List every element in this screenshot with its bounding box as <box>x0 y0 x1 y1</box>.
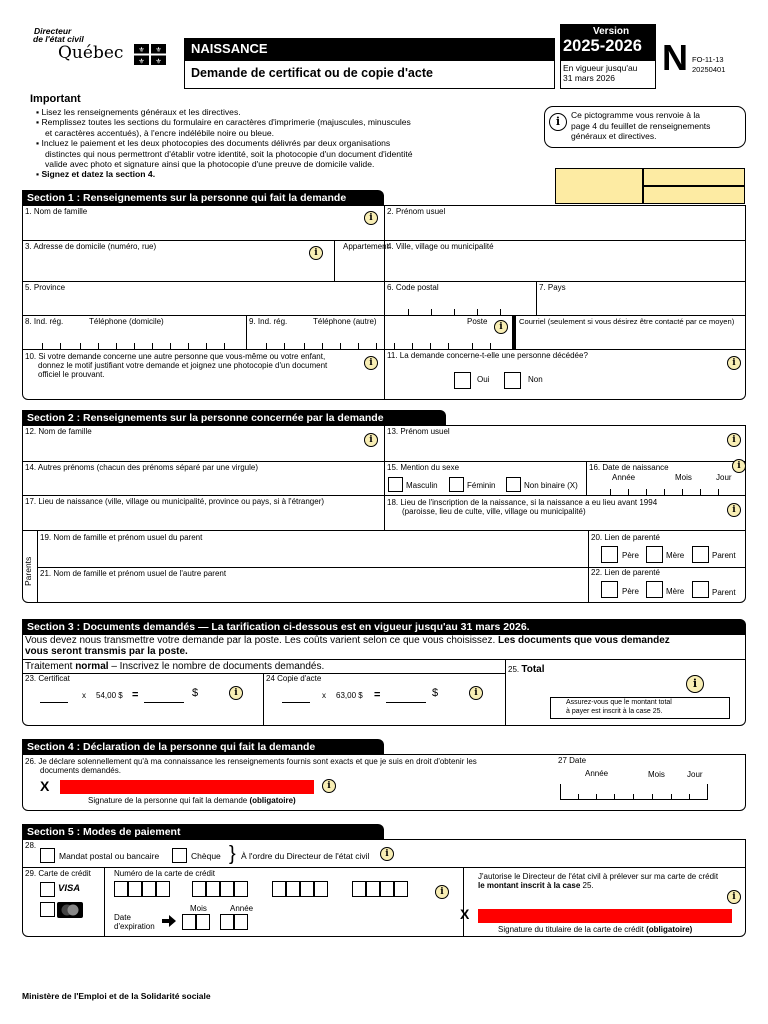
dollar-sign: $ <box>432 687 439 699</box>
visa-icon: VISA <box>58 883 81 894</box>
equals-sign: = <box>374 689 381 701</box>
svg-text:⚜: ⚜ <box>155 57 162 65</box>
parent-label: Parent <box>712 551 736 560</box>
field-24-label: 24 Copie d'acte <box>266 674 322 683</box>
mastercard-checkbox[interactable] <box>40 902 55 917</box>
info-icon[interactable]: i <box>322 779 336 793</box>
field-25-label: 25. Total <box>508 664 545 675</box>
field-3-label: 3. Adresse de domicile (numéro, rue) <box>25 242 157 251</box>
mandat-label: Mandat postal ou bancaire <box>59 851 160 861</box>
section-3-tab: Section 3 : Documents demandés — La tarification ci-dessous est en vigueur jusqu'au 31 mars 2026. <box>22 619 746 634</box>
signature-field[interactable] <box>60 780 314 794</box>
deceased-oui-checkbox[interactable] <box>454 372 471 389</box>
certificat-subtotal-input[interactable] <box>144 688 184 702</box>
pere-label: Père <box>622 587 639 596</box>
copie-count-input[interactable] <box>282 688 310 702</box>
concerned-first-name-input[interactable] <box>386 440 722 459</box>
office-use-box-2 <box>643 168 745 186</box>
annee-label: Année <box>585 769 609 778</box>
important-list <box>36 107 506 180</box>
deceased-non-checkbox[interactable] <box>504 372 521 389</box>
validity-line-1: En vigueur jusqu'au <box>563 63 638 73</box>
field-12-label: 12. Nom de famille <box>25 427 92 436</box>
field-8-label: 8. Ind. rég. <box>25 317 64 326</box>
mois-label: Mois <box>675 473 692 482</box>
info-icon: i <box>549 113 567 131</box>
sex-non-binaire-checkbox[interactable] <box>506 477 521 492</box>
ordre-label: À l'ordre du Directeur de l'état civil <box>241 851 370 861</box>
non-binaire-label: Non binaire (X) <box>524 481 578 490</box>
jour-label: Jour <box>716 473 732 482</box>
parent-2-pere-checkbox[interactable] <box>601 581 618 598</box>
city-input[interactable] <box>386 256 744 279</box>
section-3-intro: Vous devez nous transmettre votre demande par la poste. Les coûts varient selon ce que vous choisissez. Les documents que vous demandez vous seront transmis par la poste. <box>25 635 670 657</box>
picto-note: Ce pictogramme vous renvoie à la page 4 du feuillet de renseignements généraux et directives. <box>571 110 711 141</box>
arrow-right-icon <box>162 915 176 927</box>
times-sign: x <box>82 691 86 700</box>
section-5-tab: Section 5 : Modes de paiement <box>22 824 384 839</box>
fleur-de-lis-flag-icon <box>134 44 166 65</box>
field-3b-label: Appartement <box>343 242 389 251</box>
org-line-2: de l'état civil <box>33 34 84 44</box>
sex-masculin-checkbox[interactable] <box>388 477 403 492</box>
times-sign: x <box>322 691 326 700</box>
jour-label: Jour <box>687 770 703 779</box>
field-21-label: 21. Nom de famille et prénom usuel de l'autre parent <box>40 569 227 578</box>
field-23-label: 23. Certificat <box>25 674 70 683</box>
field-28-label: 28. <box>25 841 37 850</box>
equals-sign: = <box>132 689 139 701</box>
info-icon[interactable]: i <box>727 503 741 517</box>
sign-x-mark: X <box>40 778 50 794</box>
important-bullet: ▪ Signez et datez la section 4. <box>36 169 156 180</box>
info-icon[interactable]: i <box>686 675 704 693</box>
visa-checkbox[interactable] <box>40 882 55 897</box>
non-label: Non <box>528 375 543 384</box>
info-icon[interactable]: i <box>469 686 483 700</box>
parent-1-pere-checkbox[interactable] <box>601 546 618 563</box>
cheque-checkbox[interactable] <box>172 848 187 863</box>
field-18-label: 18. Lieu de l'inscription de la naissance, si la naissance a eu lieu avant 1994 (paroisse, lieu de culte, ville, village ou municipalité) <box>387 498 658 516</box>
email-input[interactable] <box>518 330 744 347</box>
province-input[interactable] <box>24 294 382 313</box>
field-20-label: 20. Lien de parenté <box>591 533 660 542</box>
section-4-tab: Section 4 : Déclaration de la personne qui fait la demande <box>22 739 384 754</box>
field-17-label: 17. Lieu de naissance (ville, village ou municipalité, province ou pays, si à l'étranger) <box>25 497 325 506</box>
field-29-label: 29. Carte de crédit <box>25 869 91 878</box>
info-icon[interactable]: i <box>364 356 378 370</box>
other-phone-input[interactable] <box>248 330 510 347</box>
field-8b-label: Téléphone (domicile) <box>89 317 164 326</box>
field-6-label: 6. Code postal <box>387 283 439 292</box>
category-title: NAISSANCE <box>191 41 268 56</box>
mere-label: Mère <box>666 551 685 560</box>
date-exp-label: Date d'expiration <box>114 913 155 931</box>
parents-label: Parents <box>23 556 33 586</box>
parent-2-mere-checkbox[interactable] <box>646 581 663 598</box>
important-bullet-cont: valide avec photo et signature ainsi que la photocopie d'une preuve de domicile valide. <box>45 159 375 170</box>
expiration-input[interactable] <box>182 914 262 934</box>
parent-2-parent-checkbox[interactable] <box>692 581 709 598</box>
card-number-input[interactable] <box>114 881 424 901</box>
version-label: Version <box>593 26 630 37</box>
form-date: 20250401 <box>692 65 726 74</box>
field-5-label: 5. Province <box>25 283 66 292</box>
field-15-label: 15. Mention du sexe <box>387 463 460 472</box>
field-27-label: 27 Date <box>558 756 587 765</box>
field-26-label: 26. Je déclare solennellement qu'à ma connaissance les renseignements fournis sont exacts et que je suis en droit d'obtenir les documents demandés. <box>25 757 477 775</box>
exp-mois-label: Mois <box>190 904 207 913</box>
important-bullet: ▪ Incluez le paiement et les deux photocopies des documents délivrés par deux organisations <box>36 138 391 149</box>
mois-label: Mois <box>648 770 665 779</box>
field-13-label: 13. Prénom usuel <box>387 427 450 436</box>
card-holder-signature-field[interactable] <box>478 909 732 923</box>
field-4-label: 4. Ville, village ou municipalité <box>387 242 494 251</box>
quebec-logo-text: Québec <box>58 43 124 63</box>
info-icon[interactable]: i <box>229 686 243 700</box>
email-label: Courriel (seulement si vous désirez être contacté par ce moyen) <box>519 317 735 326</box>
field-9c-label: Poste <box>467 317 488 326</box>
birthplace-input[interactable] <box>24 510 382 528</box>
declaration-date-input[interactable] <box>560 784 708 800</box>
mere-label: Mère <box>666 587 685 596</box>
total-note: Assurez-vous que le montant total à payer est inscrit à la case 25. <box>566 699 672 715</box>
copie-subtotal-input[interactable] <box>386 688 426 702</box>
field-11-label: 11. La demande concerne-t-elle une personne décédée? <box>387 351 588 360</box>
pere-label: Père <box>622 551 639 560</box>
svg-text:⚜: ⚜ <box>155 46 162 54</box>
parent-1-parent-checkbox[interactable] <box>692 546 709 563</box>
feminin-label: Féminin <box>467 481 496 490</box>
info-icon[interactable]: i <box>727 356 741 370</box>
last-name-input[interactable] <box>24 220 360 238</box>
apartment-input[interactable] <box>336 258 382 279</box>
total-input[interactable] <box>550 662 670 678</box>
address-input[interactable] <box>24 258 306 279</box>
important-bullet: ▪ Remplissez toutes les sections du formulaire en caractères d'imprimerie (majuscules, minuscules <box>36 117 411 128</box>
dollar-sign: $ <box>192 687 199 699</box>
field-2-label: 2. Prénom usuel <box>387 207 446 216</box>
section-2-tab: Section 2 : Renseignements sur la personne concernée par la demande <box>22 410 446 425</box>
info-icon[interactable]: i <box>727 890 741 904</box>
version-years: 2025-2026 <box>563 37 642 55</box>
info-icon[interactable]: i <box>309 246 323 260</box>
important-bullet-cont: distinctes qui nous permettront d'établir votre identité, soit la photocopie d'un document d'identité <box>45 148 413 159</box>
traitement-normal: Traitement normal – Inscrivez le nombre de documents demandés. <box>25 661 325 672</box>
form-letter: N <box>662 37 688 78</box>
brace: } <box>229 843 236 865</box>
info-icon[interactable]: i <box>380 847 394 861</box>
office-use-box-1 <box>555 168 643 204</box>
card-number-label: Numéro de la carte de crédit <box>114 869 215 878</box>
field-1-label: 1. Nom de famille <box>25 207 88 216</box>
important-bullet: ▪ Lisez les renseignements généraux et les directives. <box>36 107 241 117</box>
country-input[interactable] <box>538 294 744 313</box>
info-icon[interactable]: i <box>732 459 746 473</box>
parent-label: Parent <box>712 588 736 597</box>
field-9-label: 9. Ind. rég. <box>249 317 288 326</box>
oui-label: Oui <box>477 375 490 384</box>
birth-date-input[interactable] <box>594 484 738 494</box>
mandat-checkbox[interactable] <box>40 848 55 863</box>
info-icon[interactable]: i <box>364 433 378 447</box>
field-16-label: 16. Date de naissance <box>589 463 669 472</box>
info-icon[interactable]: i <box>494 320 508 334</box>
sex-feminin-checkbox[interactable] <box>449 477 464 492</box>
parent-2-input[interactable] <box>40 582 584 601</box>
svg-text:⚜: ⚜ <box>138 46 145 54</box>
first-name-input[interactable] <box>386 220 744 238</box>
parent-1-input[interactable] <box>40 546 584 565</box>
certificat-count-input[interactable] <box>40 688 68 702</box>
field-19-label: 19. Nom de famille et prénom usuel du parent <box>40 533 203 542</box>
field-7-label: 7. Pays <box>539 283 566 292</box>
field-22-label: 22. Lien de parenté <box>591 568 660 577</box>
info-icon[interactable]: i <box>435 885 449 899</box>
office-use-box-3 <box>643 186 745 204</box>
auth-text: J'autorise le Directeur de l'état civil à prélever sur ma carte de crédit le montant inscrit à la case 25. <box>478 872 719 890</box>
important-bullet-cont: et caractères accentués), à l'encre indélébile noire ou bleue. <box>45 127 275 138</box>
copie-price: 63,00 $ <box>336 691 363 700</box>
holder-x-mark: X <box>460 906 470 922</box>
org-line-1: Directeur <box>34 26 72 36</box>
certificat-price: 54,00 $ <box>96 691 123 700</box>
other-names-input[interactable] <box>24 476 382 493</box>
cheque-label: Chèque <box>191 851 221 861</box>
info-icon[interactable]: i <box>727 433 741 447</box>
signature-label: Signature de la personne qui fait la demande (obligatoire) <box>88 796 296 805</box>
svg-text:⚜: ⚜ <box>138 57 145 65</box>
info-icon[interactable]: i <box>364 211 378 225</box>
field-10-label: 10. Si votre demande concerne une autre personne que vous-même ou votre enfant, donnez le motif justifiant votre demande et joignez une photocopie d'un document officiel le prouvant. <box>25 352 328 380</box>
field-14-label: 14. Autres prénoms (chacun des prénoms séparé par une virgule) <box>25 463 259 472</box>
masculin-label: Masculin <box>406 481 438 490</box>
page-title: Demande de certificat ou de copie d'acte <box>191 66 433 80</box>
parent-1-mere-checkbox[interactable] <box>646 546 663 563</box>
exp-annee-label: Année <box>230 904 254 913</box>
annee-label: Année <box>612 473 636 482</box>
holder-signature-label: Signature du titulaire de la carte de crédit (obligatoire) <box>498 925 693 934</box>
important-title: Important <box>30 93 81 105</box>
footer-ministry: Ministère de l'Emploi et de la Solidarité sociale <box>22 991 211 1001</box>
mastercard-icon <box>57 902 83 918</box>
form-code: FO-11-13 <box>692 55 724 64</box>
concerned-last-name-input[interactable] <box>24 440 360 459</box>
validity-line-2: 31 mars 2026 <box>563 73 615 83</box>
field-9b-label: Téléphone (autre) <box>313 317 377 326</box>
section-1-tab: Section 1 : Renseignements sur la personne qui fait la demande <box>22 190 384 205</box>
